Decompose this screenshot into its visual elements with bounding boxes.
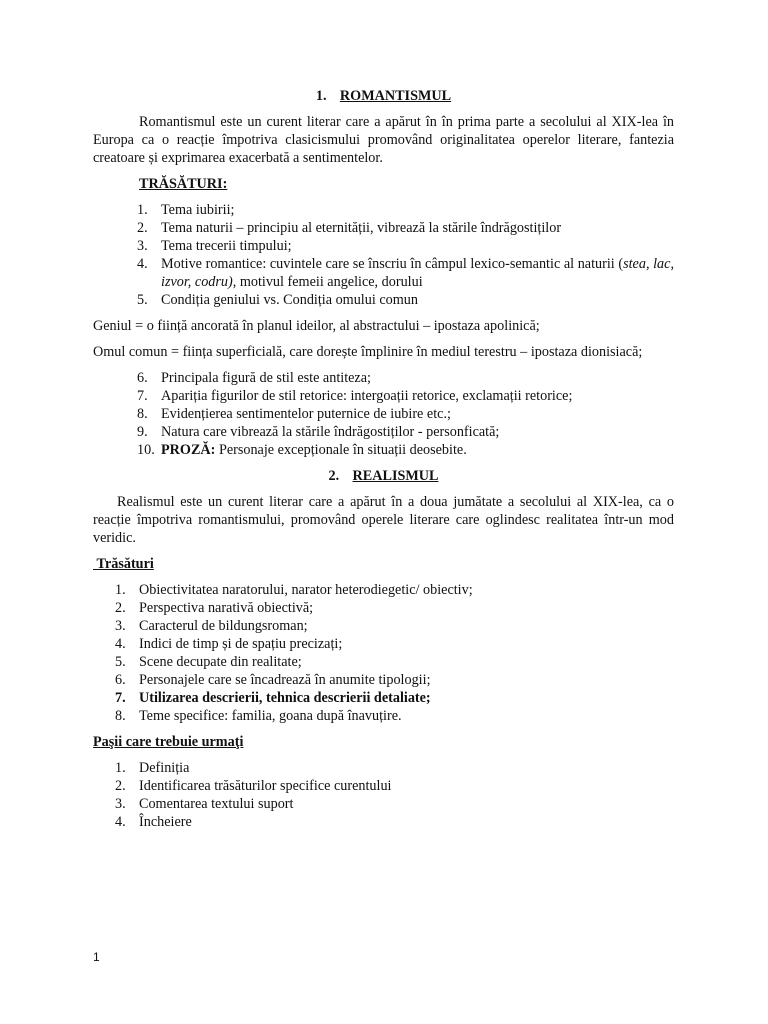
genius-definition: Geniul = o ființă ancorată în planul ideilor, al abstractului – ipostaza apolinică;: [93, 318, 540, 334]
list-item: 4. Indici de timp și de spațiu precizați;: [115, 636, 343, 652]
list-item: 5. Condiția geniului vs. Condiția omului comun: [137, 292, 418, 308]
section-number: 2.: [328, 468, 340, 484]
steps-list: [115, 759, 674, 831]
page-number: 1: [93, 950, 100, 964]
romantism-definition: Romantismul este un curent literar care a apărut în în prima parte a secolului al XIX-lea în Europa ca o reacție împotriva clasicismului promovând originalitatea operelor literare, fantezia creatoare și exprimarea exacerbată a sentimentelor.: [93, 114, 674, 166]
page-content: [93, 87, 674, 839]
list-item: 7. Apariția figurilor de stil retorice: intergoații retorice, exclamații retorice;: [137, 388, 573, 404]
steps-heading: Paşii care trebuie urmaţi: [93, 734, 244, 750]
section-heading-romantism: [93, 87, 674, 105]
romantism-features-list-continued: [137, 369, 674, 459]
list-item: 6. Principala figură de stil este antiteza;: [137, 370, 371, 386]
list-item: 9. Natura care vibrează la stările îndrăgostiților - personficată;: [137, 424, 500, 440]
section-title: ROMANTISMUL: [339, 88, 452, 104]
romantism-features-list: [137, 201, 674, 309]
list-item: 3. Comentarea textului suport: [115, 796, 294, 812]
section-number: 1.: [315, 88, 327, 104]
list-item: 4. Încheiere: [115, 814, 192, 830]
section-heading-realism: [93, 467, 674, 485]
list-item: 2. Identificarea trăsăturilor specifice curentului: [115, 778, 392, 794]
list-item: 6. Personajele care se încadrează în anumite tipologii;: [115, 672, 431, 688]
list-item: 7. Utilizarea descrierii, tehnica descrierii detaliate;: [115, 690, 431, 706]
list-item: 3. Tema trecerii timpului;: [137, 238, 292, 254]
list-item: 3. Caracterul de bildungsroman;: [115, 618, 308, 634]
section-title: REALISMUL: [352, 468, 439, 484]
list-item: 1. Obiectivitatea naratorului, narator heterodiegetic/ obiectiv;: [115, 582, 473, 598]
list-item: 5. Scene decupate din realitate;: [115, 654, 302, 670]
list-item: 8. Evidențierea sentimentelor puternice de iubire etc.;: [137, 406, 451, 422]
list-item: 2. Perspectiva narativă obiectivă;: [115, 600, 314, 616]
list-item: 1. Tema iubirii;: [137, 202, 235, 218]
list-item: 10. PROZĂ: Personaje excepționale în situații deosebite.: [137, 442, 467, 458]
realism-features-list: [115, 581, 674, 725]
list-item: 8. Teme specifice: familia, goana după înavuțire.: [115, 708, 402, 724]
common-man-definition: Omul comun = ființa superficială, care dorește împlinire în mediul terestru – ipostaza dionisiacă;: [93, 344, 643, 360]
list-item: 1. Definiția: [115, 760, 190, 776]
realism-definition: Realismul este un curent literar care a apărut în a doua jumătate a secolului al XIX-lea, ca o reacție împotriva romantismului, promovând operele literare care oglindesc realitatea într-un mod veridic.: [93, 494, 674, 546]
romantism-features-heading: TRĂSĂTURI:: [139, 176, 228, 192]
realism-features-heading: Trăsături: [96, 556, 154, 572]
list-item: 4. Motive romantice: cuvintele care se înscriu în câmpul lexico-semantic al naturii (stea, lac, izvor, codru), motivul femeii angelice, dorului: [137, 256, 674, 290]
list-item: 2. Tema naturii – principiu al eternității, vibrează la stările îndrăgostiților: [137, 220, 562, 236]
